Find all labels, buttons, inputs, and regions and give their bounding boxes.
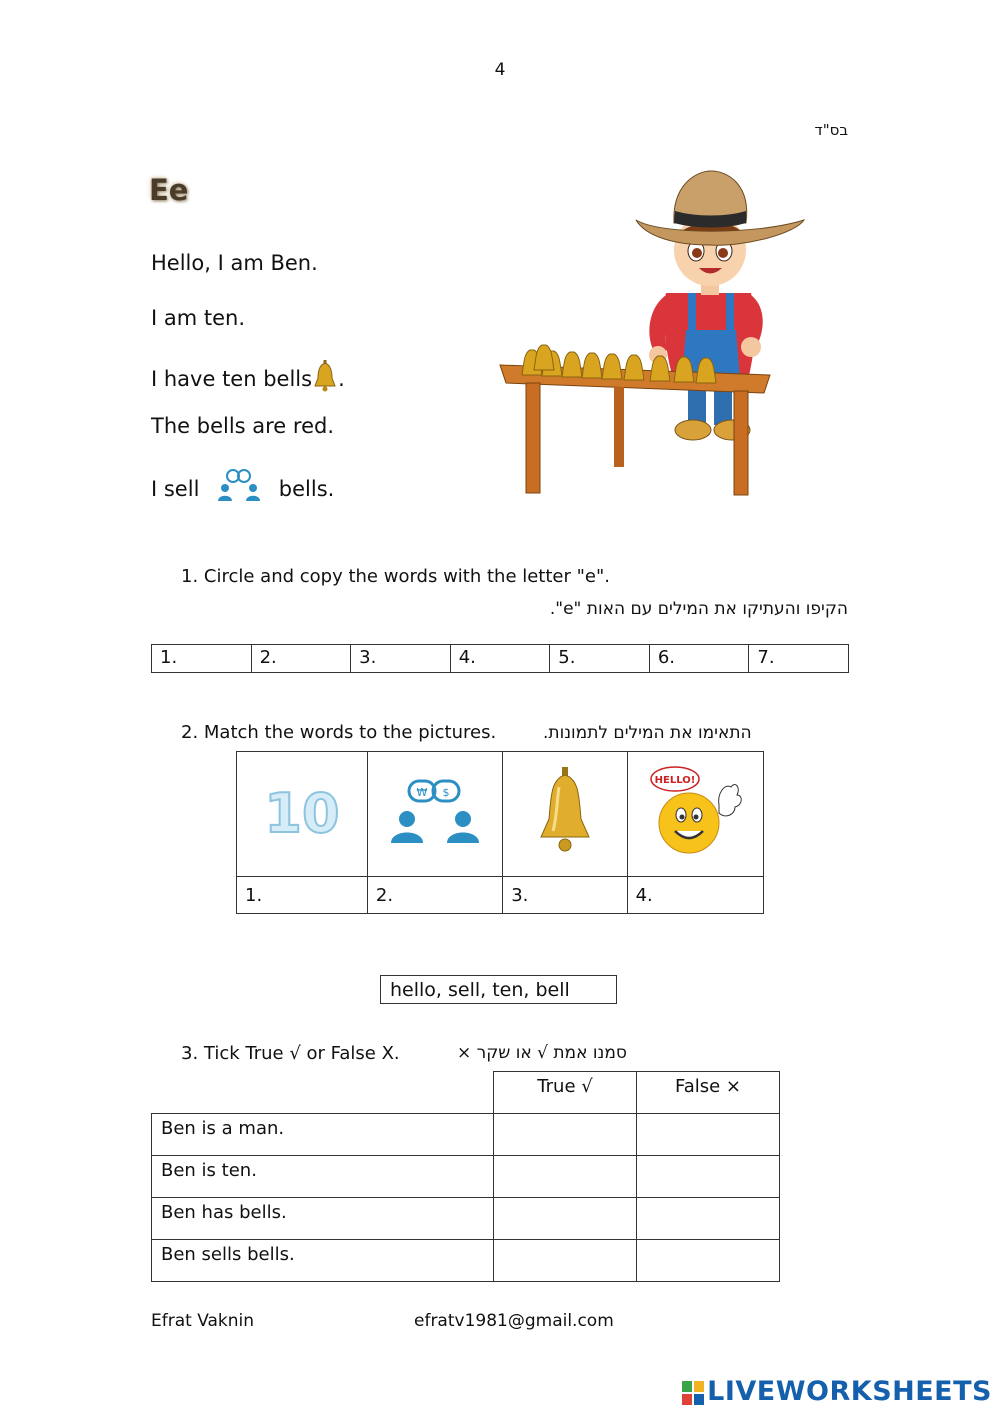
word-bank: hello, sell, ten, bell <box>380 975 617 1004</box>
statement-cell: Ben has bells. <box>152 1198 494 1240</box>
boy-selling-bells-illustration <box>496 165 811 505</box>
corner-cell <box>152 1072 494 1114</box>
author-name: Efrat Vaknin <box>151 1311 255 1331</box>
match-cell[interactable]: 4. <box>627 877 763 914</box>
false-answer-cell[interactable] <box>637 1240 780 1282</box>
statement-cell: Ben is a man. <box>152 1114 494 1156</box>
true-answer-cell[interactable] <box>494 1240 637 1282</box>
copy-cell[interactable]: 4. <box>450 645 550 673</box>
letter-title: Ee <box>149 173 189 207</box>
bsd-header: בס"ד <box>814 121 848 139</box>
false-answer-cell[interactable] <box>637 1156 780 1198</box>
copy-cell[interactable]: 6. <box>649 645 749 673</box>
false-answer-cell[interactable] <box>637 1198 780 1240</box>
match-cell[interactable]: 1. <box>237 877 368 914</box>
copy-cell[interactable]: 5. <box>550 645 650 673</box>
svg-text:$: $ <box>442 786 450 799</box>
statement-cell: Ben is ten. <box>152 1156 494 1198</box>
copy-cell[interactable]: 7. <box>749 645 849 673</box>
sell-icon <box>214 468 264 504</box>
match-pictures-table <box>236 751 764 914</box>
hello-smiley-icon <box>645 765 745 859</box>
q3-title: 3. Tick True √ or False X. <box>181 1043 400 1064</box>
true-answer-cell[interactable] <box>494 1114 637 1156</box>
false-answer-cell[interactable] <box>637 1114 780 1156</box>
picture-cell-ten <box>237 752 368 877</box>
q3-hebrew: סמנו אמת √ או שקר × <box>457 1043 627 1063</box>
liveworksheets-logo[interactable]: LIVEWORKSHEETS <box>682 1376 992 1407</box>
svg-text:10: 10 <box>264 782 340 842</box>
story-line-2: I am ten. <box>151 306 246 330</box>
q1-hebrew: הקיפו והעתיקו את המילים עם האות "e". <box>549 599 848 619</box>
picture-cell-sell <box>367 752 502 877</box>
true-answer-cell[interactable] <box>494 1198 637 1240</box>
svg-text:₩: ₩ <box>416 786 428 799</box>
q2-title: 2. Match the words to the pictures. <box>181 722 497 743</box>
story-line-1: Hello, I am Ben. <box>151 251 318 275</box>
story-line-4: The bells are red. <box>151 414 335 438</box>
author-email: efratv1981@gmail.com <box>414 1311 614 1331</box>
bell-icon <box>312 360 338 392</box>
liveworksheets-mark-icon <box>682 1381 704 1405</box>
svg-text:HELLO!: HELLO! <box>654 775 696 786</box>
q2-hebrew: התאימו את המילים לתמונות. <box>543 723 752 743</box>
story-line-5: I sell bells. <box>151 468 334 504</box>
copy-cell[interactable]: 2. <box>251 645 351 673</box>
story-line-3: I have ten bells . <box>151 360 345 392</box>
copy-cell[interactable]: 3. <box>351 645 451 673</box>
number-ten-icon <box>262 782 342 842</box>
false-header: False × <box>637 1072 780 1114</box>
statement-cell: Ben sells bells. <box>152 1240 494 1282</box>
sell-icon <box>387 779 483 845</box>
page-number: 4 <box>494 60 506 80</box>
copy-cell[interactable]: 1. <box>152 645 252 673</box>
true-header: True √ <box>494 1072 637 1114</box>
match-cell[interactable]: 3. <box>503 877 627 914</box>
picture-cell-bell <box>503 752 627 877</box>
bell-icon <box>537 767 593 857</box>
true-false-table <box>151 1071 780 1282</box>
q1-title: 1. Circle and copy the words with the letter "e". <box>181 566 610 587</box>
match-cell[interactable]: 2. <box>367 877 502 914</box>
copy-words-table <box>151 644 849 673</box>
picture-cell-hello <box>627 752 763 877</box>
true-answer-cell[interactable] <box>494 1156 637 1198</box>
